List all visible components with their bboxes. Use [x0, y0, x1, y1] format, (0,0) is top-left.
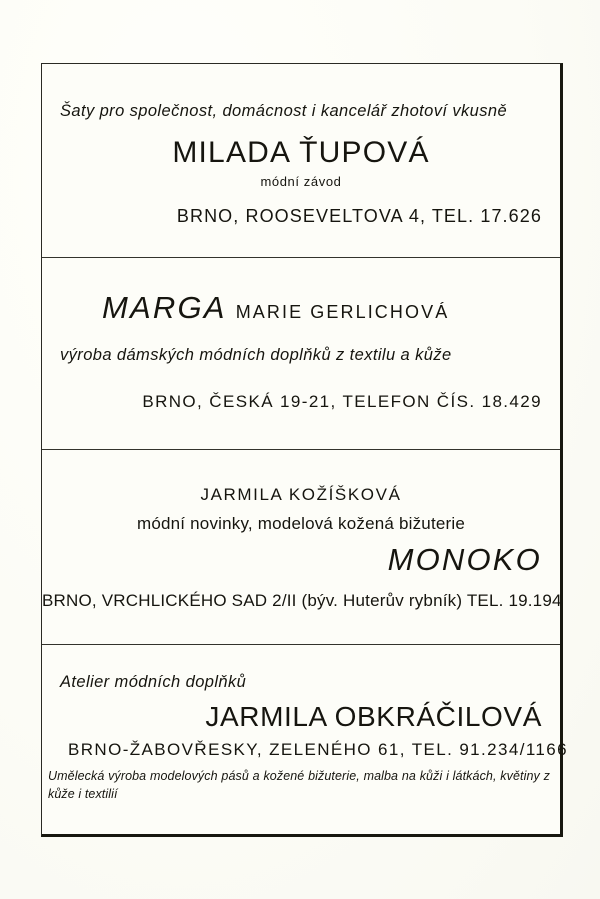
ad1-subtitle: módní závod: [260, 174, 342, 189]
ad4-firm-name: JARMILA OBKRÁČILOVÁ: [205, 701, 542, 732]
ad4-address: BRNO-ŽABOVŘESKY, ZELENÉHO 61, TEL. 91.234/1166: [68, 740, 568, 759]
ad1-address: BRNO, ROOSEVELTOVA 4, TEL. 17.626: [176, 206, 542, 226]
ad2-logotype: MARGA: [102, 290, 227, 325]
ad1-tagline: Šaty pro společnost, domácnost i kancelář zhotoví vkusně: [60, 102, 508, 120]
advertisement-jarmila-obkracilova: [42, 644, 568, 835]
ad3-logotype: MONOKO: [387, 542, 542, 577]
ad2-headline-row: [102, 290, 542, 326]
advertisement-frame: [41, 63, 568, 837]
ad2-person-name: MARIE GERLICHOVÁ: [235, 302, 450, 322]
ad2-address: BRNO, ČESKÁ 19-21, TELEFON ČÍS. 18.429: [142, 392, 542, 411]
advertisement-marga: [42, 257, 560, 449]
advertisement-milada-tupova: [42, 64, 560, 257]
ad4-fineprint: Umělecká výroba modelových pásů a kožené bižuterie, malba na kůži i látkách, květiny z kůže i textilií: [48, 769, 550, 802]
ad3-address: BRNO, VRCHLICKÉHO SAD 2/II (býv. Huterův rybník) TEL. 19.194: [42, 591, 562, 610]
ad3-person-name: JARMILA KOŽÍŠKOVÁ: [200, 485, 402, 504]
ad4-tagline: Atelier módních doplňků: [60, 673, 247, 691]
ad3-description: módní novinky, modelová kožená bižuterie: [136, 514, 466, 533]
ad1-firm-name: MILADA ŤUPOVÁ: [172, 136, 430, 169]
advertisement-monoko: [42, 449, 560, 644]
ad2-description: výroba dámských módních doplňků z textilu a kůže: [60, 346, 452, 364]
